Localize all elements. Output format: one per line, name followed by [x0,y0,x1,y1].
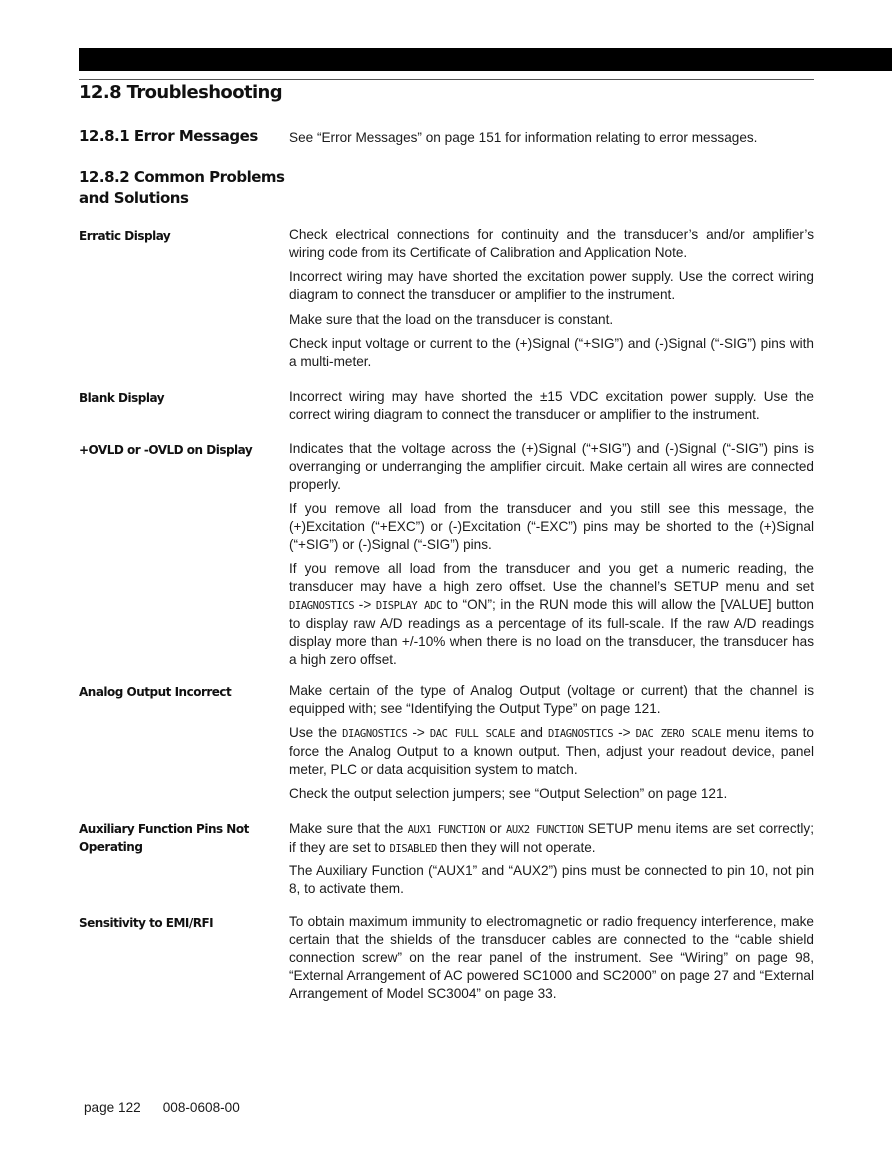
page-number: page 122 [84,1100,141,1115]
page-footer [84,1100,240,1115]
menu-value-disabled: DISABLED [389,843,437,855]
aux-pins-label-line1: Auxiliary Function Pins Not [79,822,249,836]
ovld-p3 [289,560,814,669]
erratic-p1: Check electrical connections for continuity and the transducer’s and/or amplifier’s wiring code from its Certificate of Calibration and Application Note. [289,227,814,260]
analog-p2-text-c: and [515,725,548,740]
menu-item-dac-zero-scale: DAC ZERO SCALE [635,728,722,740]
section-title: 12.8 Troubleshooting [79,82,283,103]
ovld-p3-text-c: to “ON”; in the RUN mode this will allow the [VALUE] button to display raw A/D readings as a percentage of its full-scale. If the raw A/D readings display more than +/-10% when there is no load on the transducer, the transducer has a high zero offset. [289,597,814,667]
erratic-p2: Incorrect wiring may have shorted the excitation power supply. Use the correct wiring diagram to connect the transducer or amplifier to the instrument. [289,269,814,302]
common-problems-heading-line1: 12.8.2 Common Problems [79,168,285,186]
aux-p1-text-b: or [485,821,506,836]
menu-item-aux2-function: AUX2 FUNCTION [505,824,584,836]
menu-item-dac-full-scale: DAC FULL SCALE [429,728,516,740]
header-bar [79,48,892,71]
erratic-p3: Make sure that the load on the transducer is constant. [289,312,614,327]
analog-p2 [289,724,814,779]
aux-p1-text-c: SETUP menu items are set correctly; if they are set to [289,821,814,855]
emi-p1: To obtain maximum immunity to electromagnetic or radio frequency interference, make certain that the shields of the transducer cables are connected to the “cable shield connection screw” on the rear panel of the instrument. See “Wiring” on page 98, “External Arrangement of AC powered SC1000 and SC2000” on page 27 and “External Arrangement of Model SC3004” on page 33. [289,914,814,1001]
ovld-p3-arrow: -> [354,597,376,612]
analog-p2-text-e: menu items to force the Analog Output to a known output. Then, adjust your readout device, panel meter, PLC or data acquisition system to match. [289,725,814,777]
analog-p2-text-a: Use the [289,725,343,740]
aux-pins-label [79,820,269,856]
doc-number: 008-0608-00 [162,1100,240,1115]
ovld-p2: If you remove all load from the transducer and you still see this message, the (+)Excitation (“+EXC”) or (-)Excitation (“-EXC”) pins may be shorted to the (+)Signal (“+SIG”) or (-)Signal (“-SIG”) pins. [289,501,814,552]
ovld-label: +OVLD or -OVLD on Display [79,443,253,457]
emi-rfi-label: Sensitivity to EMI/RFI [79,916,214,930]
erratic-display-label: Erratic Display [79,229,171,243]
aux-p1-text-d: then they will not operate. [436,840,596,855]
menu-item-diagnostics: DIAGNOSTICS [547,728,614,740]
common-problems-heading [79,167,284,209]
analog-p2-arrow-2: -> [613,725,636,740]
blank-display-label: Blank Display [79,391,165,405]
erratic-p4: Check input voltage or current to the (+)Signal (“+SIG”) and (-)Signal (“-SIG”) pins with a multi-meter. [289,336,814,369]
analog-output-label: Analog Output Incorrect [79,685,232,699]
analog-p3: Check the output selection jumpers; see “Output Selection” on page 121. [289,786,728,801]
aux-p1-text-a: Make sure that the [289,821,408,836]
aux-pins-label-line2: Operating [79,840,143,854]
menu-item-display-adc: DISPLAY ADC [375,600,442,612]
aux-p1 [289,820,814,858]
blank-p1: Incorrect wiring may have shorted the ±15 VDC excitation power supply. Use the correct wiring diagram to connect the transducer or amplifier to the instrument. [289,389,814,422]
menu-item-diagnostics: DIAGNOSTICS [289,600,355,612]
common-problems-heading-line2: and Solutions [79,189,189,207]
error-messages-text: See “Error Messages” on page 151 for information relating to error messages. [289,130,758,145]
error-messages-heading: 12.8.1 Error Messages [79,127,258,145]
analog-p1: Make certain of the type of Analog Output (voltage or current) that the channel is equipped with; see “Identifying the Output Type” on page 121. [289,683,814,716]
menu-item-diagnostics: DIAGNOSTICS [342,728,408,740]
analog-p2-arrow-1: -> [407,725,430,740]
menu-item-aux1-function: AUX1 FUNCTION [407,824,486,836]
aux-p2: The Auxiliary Function (“AUX1” and “AUX2”) pins must be connected to pin 10, not pin 8, to activate them. [289,863,814,896]
ovld-p1: Indicates that the voltage across the (+)Signal (“+SIG”) and (-)Signal (“-SIG”) pins is overranging or underranging the amplifier circuit. Make certain all wires are connected properly. [289,441,814,492]
ovld-p3-text-a: If you remove all load from the transducer and you get a numeric reading, the transducer may have a high zero offset. Use the channel’s SETUP menu and set [289,561,814,594]
header-rule [79,79,814,80]
